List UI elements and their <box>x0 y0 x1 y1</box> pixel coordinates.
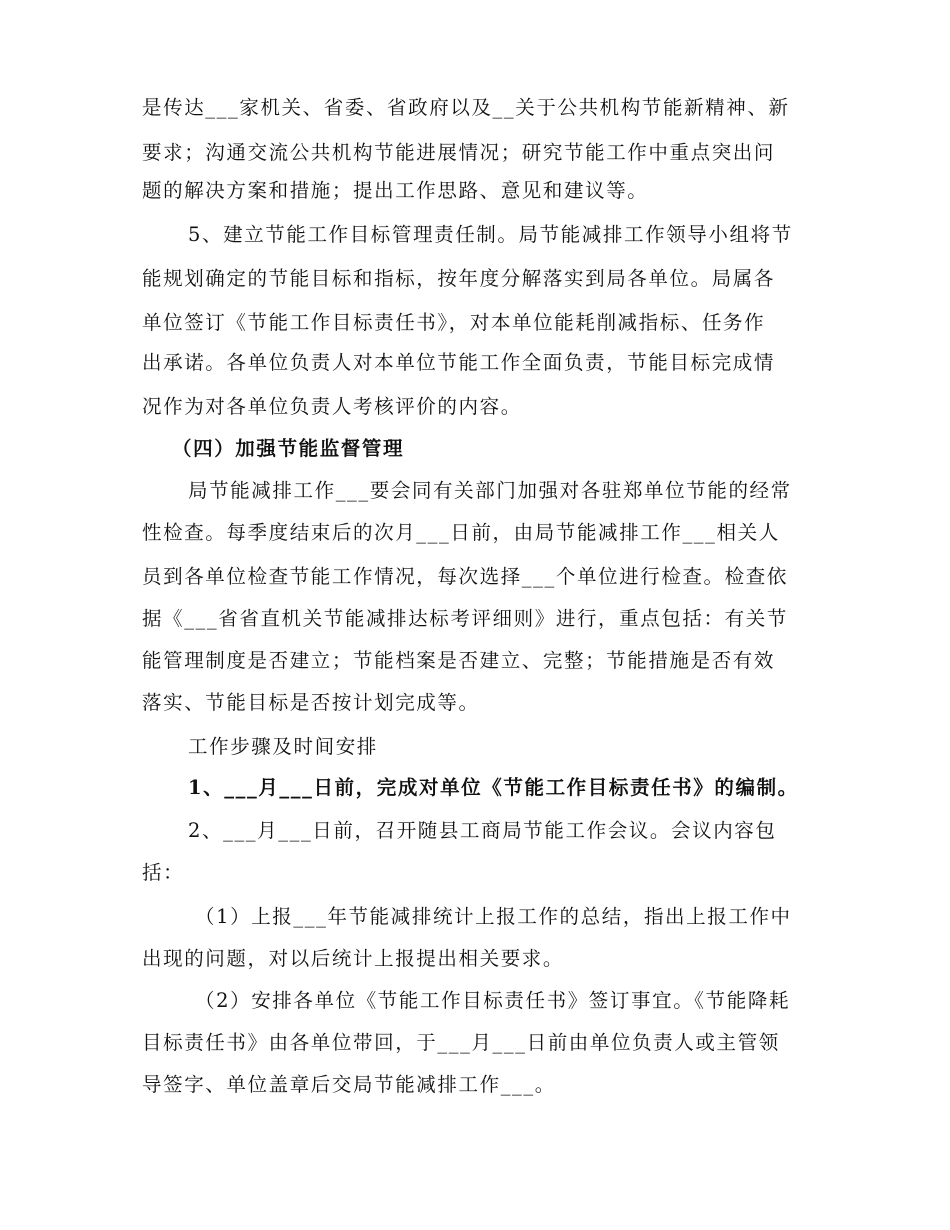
section-para-line-3: 员到各单位检查节能工作情况，每次选择___个单位进行检查。检查依 <box>142 565 788 588</box>
section-para-line-1: 局节能减排工作___要会同有关部门加强对各驻郑单位节能的经常 <box>188 479 792 502</box>
item-5-line-5: 况作为对各单位负责人考核评价的内容。 <box>142 395 522 418</box>
subitem-2-line-2: 目标责任书》由各单位带回，于___月___日前由单位负责人或主管领 <box>142 1031 780 1054</box>
section-heading: （四）加强节能监督管理 <box>172 437 405 460</box>
item-5-line-1: 5、建立节能工作目标管理责任制。局节能减排工作领导小组将节 <box>188 223 793 246</box>
step-1: 1、___月___日前，完成对单位《节能工作目标责任书》的编制。 <box>188 776 799 799</box>
item-5-line-2: 能规划确定的节能目标和指标，按年度分解落实到局各单位。局属各 <box>142 267 776 290</box>
steps-heading: 工作步骤及时间安排 <box>188 735 378 758</box>
text-line-3: 题的解决方案和措施；提出工作思路、意见和建议等。 <box>142 179 649 202</box>
section-para-line-6: 落实、节能目标是否按计划完成等。 <box>142 691 480 714</box>
step-2-line-2: 括： <box>142 861 185 884</box>
section-para-line-5: 能管理制度是否建立；节能档案是否建立、完整；节能措施是否有效 <box>142 649 776 672</box>
item-5-line-4: 出承诺。各单位负责人对本单位节能工作全面负责，节能目标完成情 <box>142 351 776 374</box>
section-para-line-4: 据《___省省直机关节能减排达标考评细则》进行，重点包括：有关节 <box>142 607 788 630</box>
subitem-1-line-2: 出现的问题，对以后统计上报提出相关要求。 <box>142 947 565 970</box>
item-5-line-3: 单位签订《节能工作目标责任书》，对本单位能耗削减指标、任务作 <box>142 311 766 334</box>
subitem-1-line-1: （1）上报___年节能减排统计上报工作的总结，指出上报工作中 <box>195 905 792 928</box>
section-para-line-2: 性检查。每季度结束后的次月___日前，由局节能减排工作___相关人 <box>142 521 780 544</box>
subitem-2-line-3: 导签字、单位盖章后交局节能减排工作___。 <box>142 1073 556 1096</box>
step-2-line-1: 2、___月___日前，召开随县工商局节能工作会议。会议内容包 <box>188 819 777 842</box>
text-line-1: 是传达___家机关、省委、省政府以及__关于公共机构节能新精神、新 <box>142 96 790 119</box>
subitem-2-line-1: （2）安排各单位《节能工作目标责任书》签订事宜。《节能降耗 <box>195 989 791 1012</box>
text-line-2: 要求；沟通交流公共机构节能进展情况；研究节能工作中重点突出问 <box>142 141 776 164</box>
